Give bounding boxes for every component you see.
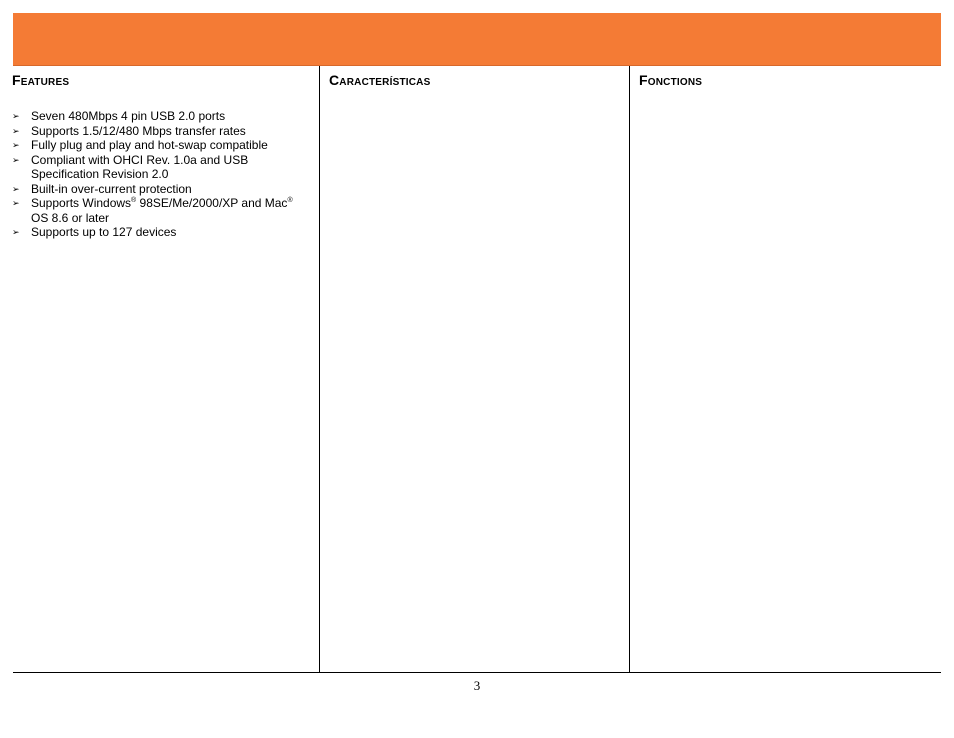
registered-mark: ®	[131, 197, 137, 204]
feature-text: Compliant with OHCI Rev. 1.0a and USB Specification Revision 2.0	[31, 152, 249, 181]
caracteristicas-heading: Características	[329, 72, 431, 88]
list-item	[13, 225, 313, 240]
list-item	[13, 153, 313, 182]
column-english	[13, 66, 320, 672]
fonctions-heading: Fonctions	[639, 72, 703, 88]
feature-text: Supports up to 127 devices	[31, 225, 177, 239]
arrow-bullet-icon: ➢	[12, 227, 20, 237]
features-heading: Features	[12, 72, 70, 88]
arrow-bullet-icon: ➢	[12, 140, 20, 150]
list-item	[13, 124, 313, 139]
arrow-bullet-icon: ➢	[12, 125, 20, 136]
list-item	[13, 138, 313, 153]
header-banner	[13, 13, 941, 66]
feature-text: Supports 1.5/12/480 Mbps transfer rates	[31, 123, 246, 138]
list-item	[13, 109, 313, 124]
list-item	[13, 182, 313, 197]
column-french	[630, 66, 941, 672]
page-number: 3	[473, 678, 481, 693]
feature-text: Seven 480Mbps 4 pin USB 2.0 ports	[31, 109, 226, 123]
list-item	[13, 196, 313, 225]
arrow-bullet-icon: ➢	[12, 154, 20, 165]
feature-text-os: Supports Windows® 98SE/Me/2000/XP and Mac® OS 8.6 or later	[31, 196, 293, 225]
column-spanish	[320, 66, 630, 672]
registered-mark: ®	[287, 197, 293, 204]
three-column-layout	[13, 66, 941, 673]
arrow-bullet-icon: ➢	[12, 183, 20, 194]
feature-text: Fully plug and play and hot-swap compatible	[31, 138, 268, 152]
features-list	[13, 109, 313, 240]
arrow-bullet-icon: ➢	[12, 198, 20, 208]
feature-text: Built-in over-current protection	[31, 181, 192, 196]
arrow-bullet-icon: ➢	[12, 111, 20, 121]
